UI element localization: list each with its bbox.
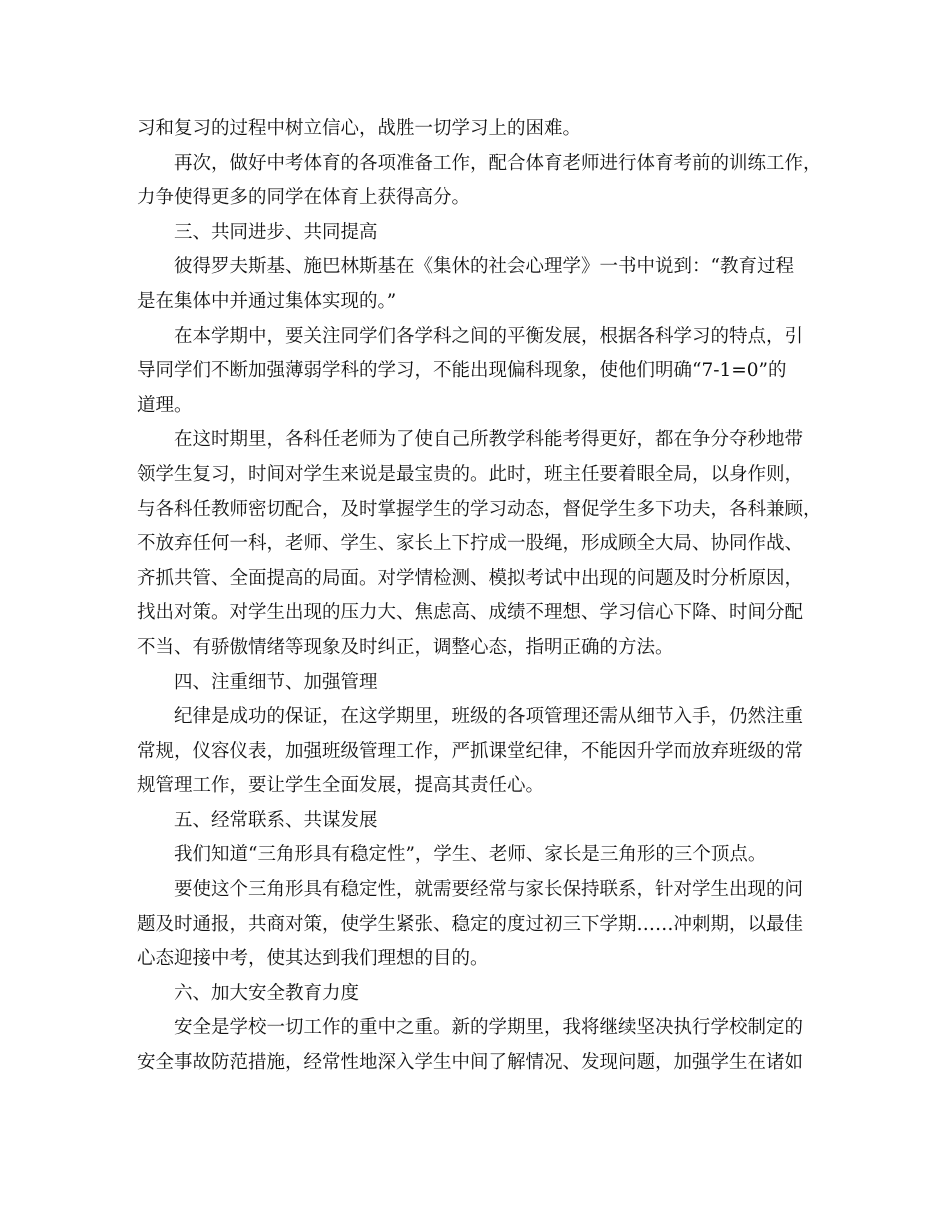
text-line: 四、注重细节、加强管理 [174,671,378,693]
text-line: 三、共同进步、共同提高 [174,221,378,243]
text-line: 纪律是成功的保证，在这学期里，班级的各项管理还需从细节入手，仍然注重 [174,706,804,728]
text-line: 与各科任教师密切配合，及时掌握学生的学习动态，督促学生多下功夫，各科兼顾， [137,498,822,520]
text-line: 规管理工作，要让学生全面发展，提高其责任心。 [137,775,545,797]
text-line: 在本学期中，要关注同学们各学科之间的平衡发展，根据各科学习的特点，引 [174,325,804,347]
text-line: 不放弃任何一科，老师、学生、家长上下拧成一股绳，形成顾全大局、协同作战、 [137,533,804,555]
text-line: 领学生复习，时间对学生来说是最宝贵的。此时，班主任要着眼全局，以身作则， [137,463,804,485]
document-body [137,112,822,1081]
text-line: 彼得罗夫斯基、施巴林斯基在《集休的社会心理学》一书中说到：“教育过程 [174,256,794,278]
text-line: 六、加大安全教育力度 [174,982,360,1004]
text-line: 要使这个三角形具有稳定性，就需要经常与家长保持联系，针对学生出现的问 [174,879,804,901]
text-line: 安全事故防范措施，经常性地深入学生中间了解情况、发现问题，加强学生在诸如 [137,1052,804,1074]
text-line: 是在集体中并通过集体实现的。” [137,290,397,312]
text-line: 五、经常联系、共谋发展 [174,809,378,831]
text-line: 安全是学校一切工作的重中之重。新的学期里，我将继续坚决执行学校制定的 [174,1017,804,1039]
text-line: 道理。 [137,394,193,416]
text-line: 心态迎接中考，使其达到我们理想的目的。 [137,948,489,970]
text-line: 习和复习的过程中树立信心，战胜一切学习上的困难。 [137,118,582,139]
text-line: 在这时期里，各科任老师为了使自己所教学科能考得更好，都在争分夺秒地带 [174,429,804,451]
text-line: 题及时通报，共商对策，使学生紧张、稳定的度过初三下学期……冲刺期，以最佳 [137,913,804,935]
text-line: 齐抓共管、全面提高的局面。对学情检测、模拟考试中出现的问题及时分析原因， [137,567,804,589]
text-line: 常规，仪容仪表，加强班级管理工作，严抓课堂纪律，不能因升学而放弃班级的常 [137,740,804,762]
text-line: 导同学们不断加强薄弱学科的学习，不能出现偏科现象，使他们明确“7-1=0”的 [137,360,787,382]
text-line: 我们知道“三角形具有稳定性”，学生、老师、家长是三角形的三个顶点。 [174,844,767,866]
text-line: 不当、有骄傲情绪等现象及时纠正，调整心态，指明正确的方法。 [137,636,674,658]
text-line: 找出对策。对学生出现的压力大、焦虑高、成绩不理想、学习信心下降、时间分配 [137,602,804,624]
text-line: 力争使得更多的同学在体育上获得高分。 [137,187,471,209]
text-line: 再次，做好中考体育的各项准备工作，配合体育老师进行体育考前的训练工作， [174,152,822,174]
